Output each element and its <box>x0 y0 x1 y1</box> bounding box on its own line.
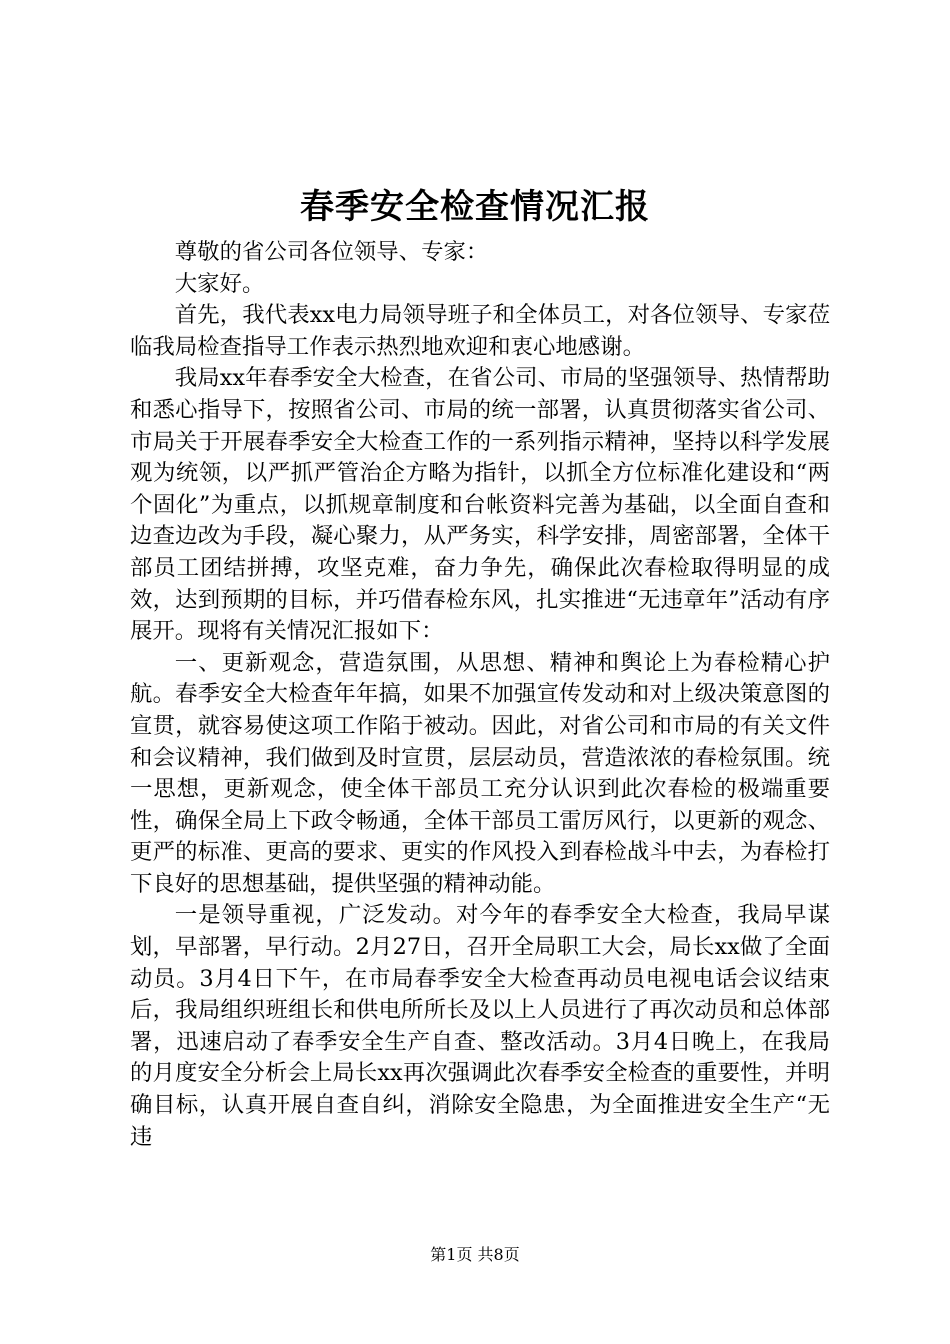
paragraph-section-one: 一、更新观念，营造氛围，从思想、精神和舆论上为春检精心护航。春季安全大检查年年搞，如果不加强宣传发动和对上级决策意图的宣贯，就容易使这项工作陷于被动。因此，对省公司和市局的有关文件和会议精神，我们做到及时宣贯，层层动员，营造浓浓的春检氛围。统一思想，更新观念，使全体干部员工充分认识到此次春检的极端重要性，确保全局上下政令畅通，全体干部员工雷厉风行，以更新的观念、更严的标准、更高的要求、更实的作风投入到春检战斗中去，为春检打下良好的思想基础，提供坚强的精神动能。 <box>130 649 830 897</box>
page-footer: 第1页 共8页 <box>430 1245 520 1264</box>
paragraph-overview: 我局xx年春季安全大检查，在省公司、市局的坚强领导、热情帮助和悉心指导下，按照省公司、市局的统一部署，认真贯彻落实省公司、市局关于开展春季安全大检查工作的一系列指示精神，坚持以科学发展观为统领，以严抓严管治企方略为指针，以抓全方位标准化建设和“两个固化”为重点，以抓规章制度和台帐资料完善为基础，以全面自查和边查边改为手段，凝心聚力，从严务实，科学安排，周密部署，全体干部员工团结拼搏，攻坚克难，奋力争先，确保此次春检取得明显的成效，达到预期的目标，并巧借春检东风，扎实推进“无违章年”活动有序展开。现将有关情况汇报如下： <box>130 365 830 645</box>
document-title: 春季安全检查情况汇报 <box>300 187 650 227</box>
paragraph-leadership: 一是领导重视，广泛发动。对今年的春季安全大检查，我局早谋划，早部署，早行动。2月27日，召开全局职工大会，局长xx做了全面动员。3月4日下午，在市局春季安全大检查再动员电视电话会议结束后，我局组织班组长和供电所所长及以上人员进行了再次动员和总体部署，迅速启动了春季安全生产自查、整改活动。3月4日晚上，在我局的月度安全分析会上局长xx再次强调此次春季安全检查的重要性，并明确目标，认真开展自查自纠，消除安全隐患，为全面推进安全生产“无违 <box>130 902 830 1150</box>
document-body <box>130 237 830 1153</box>
salutation: 尊敬的省公司各位领导、专家： <box>174 239 489 265</box>
paragraph-opening: 首先，我代表xx电力局领导班子和全体员工，对各位领导、专家莅临我局检查指导工作表示热烈地欢迎和衷心地感谢。 <box>130 302 830 360</box>
greeting: 大家好。 <box>174 270 265 297</box>
